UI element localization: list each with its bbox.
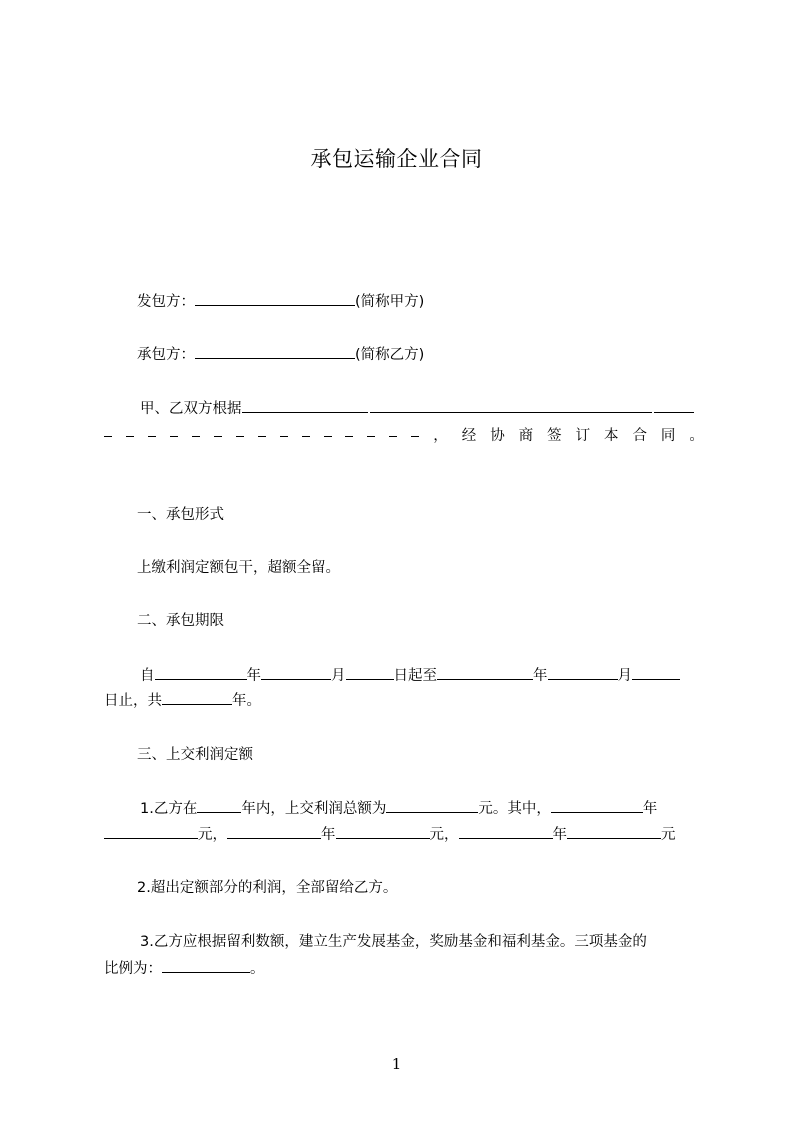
basis-end-char: 。	[689, 428, 704, 444]
basis-blank-1[interactable]	[242, 398, 368, 413]
total-years-blank[interactable]	[162, 690, 232, 705]
profit-item-1-line-2	[104, 824, 704, 845]
basis-blank-2[interactable]	[370, 398, 652, 413]
dash-blank[interactable]	[411, 424, 419, 437]
basis-blank-3[interactable]	[654, 398, 694, 413]
basis-end-char: 经	[461, 428, 477, 444]
item-1-suffix: 元。其中，	[478, 801, 551, 817]
document-title: 承包运输企业合同	[310, 147, 483, 171]
party-a-blank[interactable]	[195, 291, 355, 306]
year-2-blank[interactable]	[227, 824, 321, 839]
dash-blank[interactable]	[104, 424, 112, 437]
ratio-suffix: 。	[250, 961, 265, 977]
year-end-label: 年。	[232, 693, 261, 709]
dash-blank[interactable]	[280, 424, 288, 437]
party-a-label: 发包方：	[137, 294, 195, 310]
profit-item-3-line-2	[104, 958, 704, 979]
amount-1-blank[interactable]	[104, 824, 198, 839]
party-b-label: 承包方：	[137, 347, 195, 363]
basis-end-char: 同	[660, 428, 676, 444]
term-from-label: 自	[140, 668, 155, 684]
day-from-label: 日起至	[393, 668, 437, 684]
dash-blank[interactable]	[258, 424, 266, 437]
dash-blank[interactable]	[302, 424, 310, 437]
month-label: 月	[617, 668, 632, 684]
start-month-blank[interactable]	[261, 665, 331, 680]
dash-blank[interactable]	[367, 424, 375, 437]
party-b-line	[104, 344, 737, 365]
term-line-1	[104, 665, 740, 686]
dash-blank[interactable]	[389, 424, 397, 437]
dash-blank[interactable]	[214, 424, 222, 437]
fund-ratio-blank[interactable]	[162, 958, 250, 973]
year-label: 年	[246, 668, 261, 684]
start-day-blank[interactable]	[346, 665, 394, 680]
dash-blank[interactable]	[192, 424, 200, 437]
dash-blank[interactable]	[126, 424, 134, 437]
section-2-heading: 二、承包期限	[137, 613, 224, 629]
ratio-label: 比例为：	[104, 961, 162, 977]
yuan-label: 元，	[198, 827, 227, 843]
dash-blank[interactable]	[236, 424, 244, 437]
day-to-label: 日止，共	[104, 693, 162, 709]
profit-item-1-line-1	[104, 798, 740, 819]
dash-blank[interactable]	[148, 424, 156, 437]
basis-end-char: ，	[433, 428, 448, 444]
amount-2-blank[interactable]	[336, 824, 430, 839]
yuan-label: 元	[661, 827, 676, 843]
year-label: 年	[642, 801, 658, 817]
section-1-body: 上缴利润定额包干，超额全留。	[137, 560, 340, 576]
section-3-heading: 三、上交利润定额	[137, 747, 253, 763]
years-blank[interactable]	[197, 798, 241, 813]
item-1-middle: 年内，上交利润总额为	[241, 801, 387, 817]
page-number: 1	[391, 1055, 402, 1073]
dash-blank[interactable]	[345, 424, 353, 437]
year-label: 年	[321, 827, 336, 843]
item-1-prefix: 1.乙方在	[140, 801, 198, 817]
section-1-heading: 一、承包形式	[137, 507, 224, 523]
dash-blank[interactable]	[324, 424, 332, 437]
basis-prefix: 甲、乙双方根据	[140, 401, 242, 417]
total-profit-blank[interactable]	[386, 798, 478, 813]
year-label: 年	[552, 827, 567, 843]
amount-3-blank[interactable]	[567, 824, 661, 839]
party-a-line	[104, 291, 737, 312]
start-year-blank[interactable]	[155, 665, 247, 680]
basis-continuation-line	[104, 424, 704, 446]
basis-end-char: 协	[490, 428, 505, 444]
basis-line	[104, 398, 740, 419]
profit-item-3-line-1: 3.乙方应根据留利数额，建立生产发展基金，奖励基金和福利基金。三项基金的	[140, 934, 647, 950]
term-line-2	[104, 690, 704, 711]
dash-blank[interactable]	[170, 424, 178, 437]
basis-end-char: 本	[604, 428, 619, 444]
party-a-suffix: (简称甲方)	[355, 294, 425, 310]
year-3-blank[interactable]	[459, 824, 553, 839]
year-label: 年	[533, 668, 548, 684]
profit-item-2: 2.超出定额部分的利润，全部留给乙方。	[137, 880, 398, 896]
month-label: 月	[331, 668, 346, 684]
end-year-blank[interactable]	[437, 665, 533, 680]
end-month-blank[interactable]	[548, 665, 618, 680]
end-day-blank[interactable]	[632, 665, 680, 680]
party-b-suffix: (简称乙方)	[355, 347, 425, 363]
basis-end-char: 签	[547, 428, 562, 444]
basis-end-char: 商	[518, 428, 534, 444]
basis-end-char: 合	[632, 428, 647, 444]
yuan-label: 元，	[429, 827, 459, 843]
year-1-blank[interactable]	[551, 798, 643, 813]
party-b-blank[interactable]	[195, 344, 355, 359]
basis-end-char: 订	[575, 428, 591, 444]
